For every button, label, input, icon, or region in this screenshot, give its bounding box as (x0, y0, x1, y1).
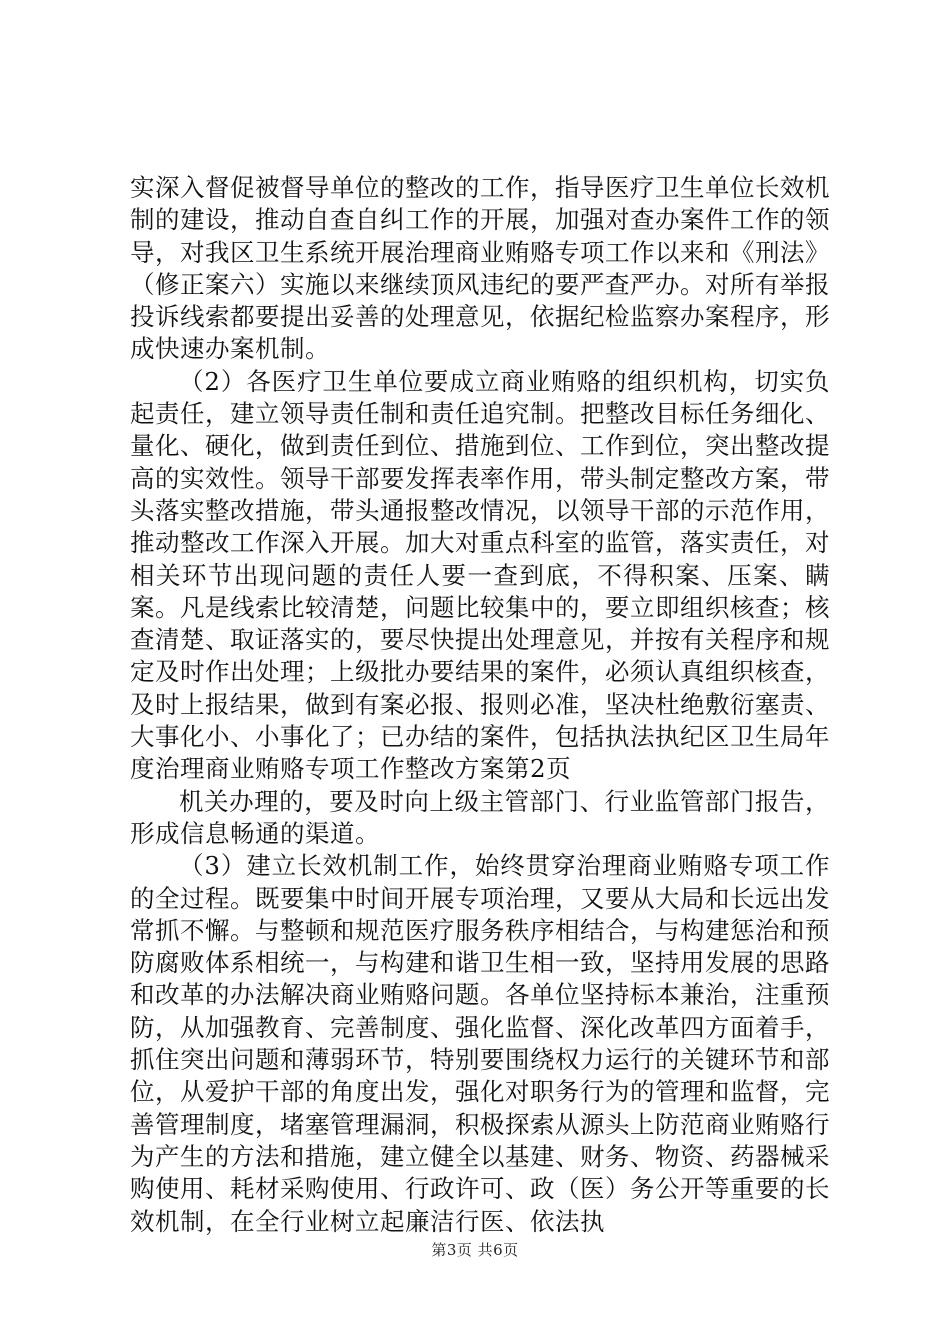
document-body (130, 172, 830, 1238)
page-footer (0, 1240, 950, 1260)
page-number-label: 第3页 共6页 (431, 1241, 519, 1259)
paragraph-4: （3）建立长效机制工作，始终贯穿治理商业贿赂专项工作的全过程。既要集中时间开展专项治理，又要从大局和长远出发常抓不懈。与整顿和规范医疗服务秩序相结合，与构建惩治和预防腐败体系相统一，与构建和谐卫生相一致，坚持用发展的思路和改革的办法解决商业贿赂问题。各单位坚持标本兼治，注重预防，从加强教育、完善制度、强化监督、深化改革四方面着手，抓住突出问题和薄弱环节，特别要围绕权力运行的关键环节和部位，从爱护干部的角度出发，强化对职务行为的管理和监督，完善管理制度，堵塞管理漏洞，积极探索从源头上防范商业贿赂行为产生的方法和措施，建立健全以基建、财务、物资、药器械采购使用、耗材采购使用、行政许可、政（医）务公开等重要的长效机制，在全行业树立起廉洁行医、依法执 (130, 851, 830, 1236)
paragraph-3: 机关办理的，要及时向上级主管部门、行业监管部门报告，形成信息畅通的渠道。 (130, 786, 830, 848)
paragraph-1: 实深入督促被督导单位的整改的工作，指导医疗卫生单位长效机制的建设，推动自查自纠工作的开展，加强对查办案件工作的领导，对我区卫生系统开展治理商业贿赂专项工作以来和《刑法》（修正案六）实施以来继续顶风违纪的要严查严办。对所有举报投诉线索都要提出妥善的处理意见，依据纪检监察办案程序，形成快速办案机制。 (130, 173, 830, 364)
paragraph-2: （2）各医疗卫生单位要成立商业贿赂的组织机构，切实负起责任，建立领导责任制和责任追究制。把整改目标任务细化、量化、硬化，做到责任到位、措施到位、工作到位，突出整改提高的实效性。领导干部要发挥表率作用，带头制定整改方案，带头落实整改措施，带头通报整改情况，以领导干部的示范作用，推动整改工作深入开展。加大对重点科室的监管，落实责任，对相关环节出现问题的责任人要一查到底，不得积案、压案、瞒案。凡是线索比较清楚，问题比较集中的，要立即组织核查；核查清楚、取证落实的，要尽快提出处理意见，并按有关程序和规定及时作出处理；上级批办要结果的案件，必须认真组织核查，及时上报结果，做到有案必报、报则必准，坚决杜绝敷衍塞责、大事化小、小事化了；已办结的案件，包括执法执纪区卫生局年度治理商业贿赂专项工作整改方案第2页 (130, 366, 830, 784)
